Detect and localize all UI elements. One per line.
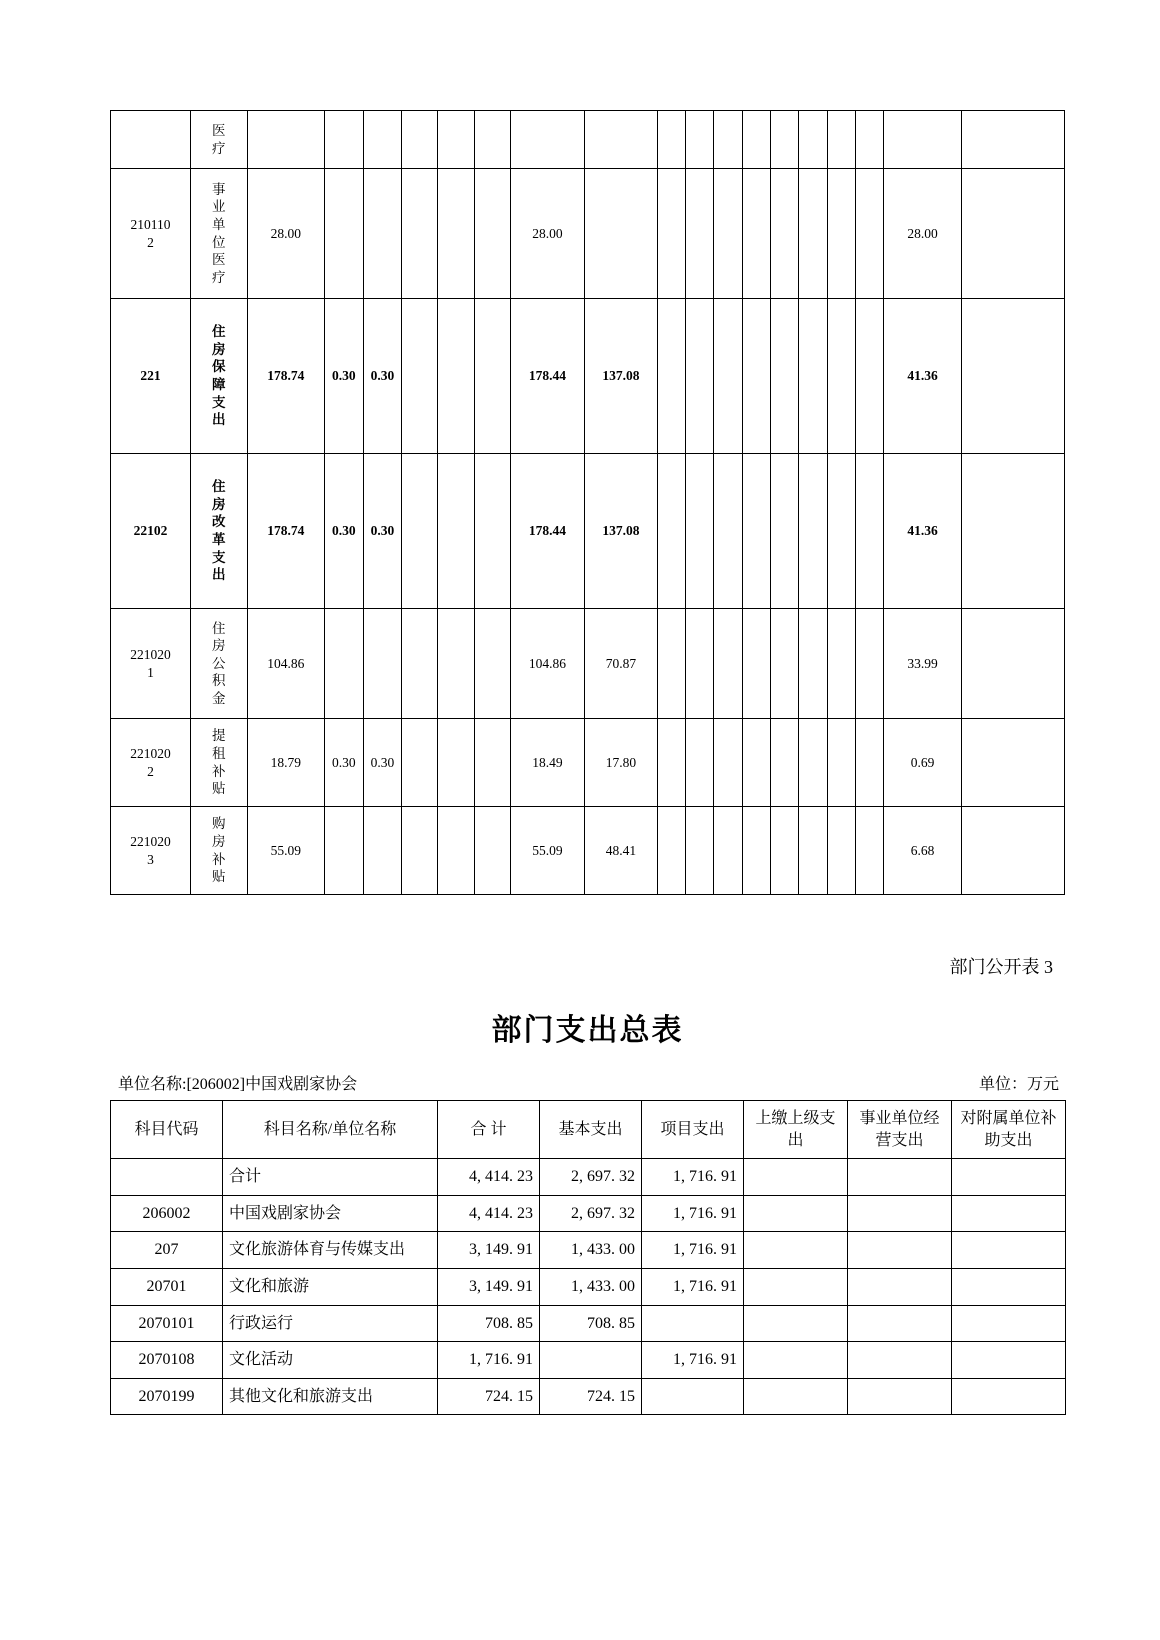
cell-value	[474, 719, 510, 807]
cell-code	[111, 454, 191, 609]
cell-code	[111, 807, 191, 895]
column-header-code: 科目代码	[111, 1101, 223, 1159]
cell-value: 178.44	[510, 454, 585, 609]
cell-value: 0.30	[363, 719, 402, 807]
cell-value	[742, 111, 770, 169]
cell-code-text: 22102	[133, 523, 168, 539]
cell-value: 0.30	[363, 454, 402, 609]
cell-name-text: 住房保障支出	[212, 324, 226, 428]
cell-name: 行政运行	[223, 1305, 438, 1342]
cell-value	[714, 111, 742, 169]
cell-value: 104.86	[510, 609, 585, 719]
table-row	[111, 1305, 1066, 1342]
cell-business	[848, 1195, 952, 1232]
cell-code	[111, 719, 191, 807]
cell-basic: 1, 433. 00	[540, 1232, 642, 1269]
cell-code-text: 2210201	[130, 646, 171, 680]
column-header-upper: 上缴上级支出	[744, 1101, 848, 1159]
cell-value	[799, 169, 827, 299]
cell-name	[190, 454, 247, 609]
cell-value: 0.69	[884, 719, 961, 807]
cell-value	[402, 169, 438, 299]
cell-total: 1, 716. 91	[438, 1342, 540, 1379]
cell-code-text: 221	[140, 368, 161, 384]
cell-business	[848, 1159, 952, 1196]
cell-value	[856, 719, 884, 807]
cell-value: 6.68	[884, 807, 961, 895]
table-row	[111, 454, 1065, 609]
cell-value: 33.99	[884, 609, 961, 719]
cell-value	[799, 609, 827, 719]
column-header-name: 科目名称/单位名称	[223, 1101, 438, 1159]
summary-table-body	[111, 1159, 1066, 1415]
cell-value	[827, 299, 855, 454]
cell-name: 文化旅游体育与传媒支出	[223, 1232, 438, 1269]
cell-business	[848, 1342, 952, 1379]
cell-value	[799, 454, 827, 609]
unit-name-label: 单位名称:[206002]中国戏剧家协会	[118, 1076, 358, 1093]
cell-value	[657, 299, 685, 454]
cell-value	[856, 609, 884, 719]
cell-value	[856, 807, 884, 895]
cell-upper	[744, 1378, 848, 1415]
cell-value: 178.44	[510, 299, 585, 454]
sheet-label: 部门公开表 3	[949, 957, 1053, 977]
cell-value: 104.86	[247, 609, 324, 719]
cell-value	[685, 719, 713, 807]
cell-code-text: 2101102	[130, 216, 171, 250]
table-row	[111, 111, 1065, 169]
cell-subsidy	[952, 1159, 1066, 1196]
cell-value	[714, 807, 742, 895]
cell-value	[685, 609, 713, 719]
table-row	[111, 1378, 1066, 1415]
amount-unit-label: 单位：万元	[978, 1076, 1059, 1093]
cell-value	[771, 454, 799, 609]
cell-value	[363, 807, 402, 895]
cell-name	[190, 299, 247, 454]
cell-value	[474, 169, 510, 299]
cell-code-text: 2210202	[130, 745, 171, 779]
page-title: 部门支出总表	[491, 1014, 684, 1047]
table-row	[111, 1195, 1066, 1232]
cell-value	[799, 807, 827, 895]
table-meta-row	[110, 1071, 1065, 1100]
cell-value: 28.00	[884, 169, 961, 299]
cell-value	[474, 299, 510, 454]
cell-value: 178.74	[247, 454, 324, 609]
cell-code: 20701	[111, 1268, 223, 1305]
cell-upper	[744, 1305, 848, 1342]
cell-value	[657, 454, 685, 609]
cell-business	[848, 1305, 952, 1342]
cell-business	[848, 1232, 952, 1269]
cell-value	[714, 719, 742, 807]
cell-business	[848, 1378, 952, 1415]
table-row	[111, 1342, 1066, 1379]
cell-value	[402, 111, 438, 169]
cell-value	[856, 454, 884, 609]
cell-name-text: 住房改革支出	[212, 479, 226, 583]
cell-value	[324, 609, 363, 719]
table-row	[111, 1232, 1066, 1269]
cell-basic: 2, 697. 32	[540, 1195, 642, 1232]
cell-value	[685, 111, 713, 169]
cell-value	[657, 719, 685, 807]
cell-value	[402, 299, 438, 454]
cell-value	[402, 719, 438, 807]
cell-value	[714, 169, 742, 299]
cell-value	[856, 111, 884, 169]
cell-basic	[540, 1342, 642, 1379]
cell-value	[742, 609, 770, 719]
cell-value	[438, 609, 474, 719]
table-row	[111, 807, 1065, 895]
cell-value	[799, 299, 827, 454]
cell-value	[771, 169, 799, 299]
cell-value: 17.80	[585, 719, 657, 807]
cell-value	[961, 299, 1064, 454]
cell-value	[685, 454, 713, 609]
cell-value	[884, 111, 961, 169]
cell-name-text: 事业单位医疗	[212, 181, 226, 285]
cell-value: 55.09	[510, 807, 585, 895]
column-header-total: 合 计	[438, 1101, 540, 1159]
cell-upper	[744, 1268, 848, 1305]
cell-value	[474, 609, 510, 719]
cell-project	[642, 1305, 744, 1342]
cell-name-text: 医疗	[212, 122, 226, 156]
cell-name	[190, 807, 247, 895]
cell-value: 28.00	[510, 169, 585, 299]
cell-name	[190, 609, 247, 719]
table-row	[111, 609, 1065, 719]
cell-value	[324, 111, 363, 169]
cell-value	[363, 609, 402, 719]
cell-value	[402, 807, 438, 895]
cell-value	[657, 609, 685, 719]
cell-code: 2070108	[111, 1342, 223, 1379]
cell-value: 41.36	[884, 299, 961, 454]
detail-table-body	[111, 111, 1065, 895]
cell-total: 3, 149. 91	[438, 1232, 540, 1269]
column-header-project: 项目支出	[642, 1101, 744, 1159]
cell-value	[827, 111, 855, 169]
cell-value	[961, 807, 1064, 895]
cell-value	[363, 169, 402, 299]
summary-table-head	[111, 1101, 1066, 1159]
cell-value	[799, 111, 827, 169]
cell-value: 28.00	[247, 169, 324, 299]
cell-value	[961, 169, 1064, 299]
cell-basic: 1, 433. 00	[540, 1268, 642, 1305]
cell-value	[510, 111, 585, 169]
column-header-business: 事业单位经营支出	[848, 1101, 952, 1159]
cell-value	[714, 609, 742, 719]
cell-name-text: 提租补贴	[212, 728, 226, 797]
cell-value	[474, 454, 510, 609]
cell-project: 1, 716. 91	[642, 1268, 744, 1305]
cell-value	[438, 169, 474, 299]
cell-code: 206002	[111, 1195, 223, 1232]
cell-value	[438, 807, 474, 895]
cell-subsidy	[952, 1268, 1066, 1305]
cell-upper	[744, 1232, 848, 1269]
column-header-basic: 基本支出	[540, 1101, 642, 1159]
cell-value	[657, 111, 685, 169]
cell-code: 207	[111, 1232, 223, 1269]
cell-basic: 724. 15	[540, 1378, 642, 1415]
cell-name-text: 住房公积金	[212, 620, 226, 706]
table-row	[111, 299, 1065, 454]
cell-value	[771, 807, 799, 895]
cell-value	[961, 609, 1064, 719]
cell-code: 2070101	[111, 1305, 223, 1342]
column-header-subsidy: 对附属单位补助支出	[952, 1101, 1066, 1159]
cell-value	[363, 111, 402, 169]
cell-value: 48.41	[585, 807, 657, 895]
table-header-row	[111, 1101, 1066, 1159]
cell-value	[827, 454, 855, 609]
cell-value	[714, 454, 742, 609]
cell-value	[402, 454, 438, 609]
cell-value	[247, 111, 324, 169]
department-expenditure-summary-table	[110, 1100, 1066, 1415]
cell-value	[438, 111, 474, 169]
cell-value	[685, 807, 713, 895]
cell-name: 文化和旅游	[223, 1268, 438, 1305]
cell-value	[771, 299, 799, 454]
cell-value	[856, 169, 884, 299]
cell-value	[856, 299, 884, 454]
cell-value	[685, 169, 713, 299]
cell-business	[848, 1268, 952, 1305]
cell-value: 178.74	[247, 299, 324, 454]
cell-code	[111, 1159, 223, 1196]
cell-value	[474, 111, 510, 169]
cell-value	[685, 299, 713, 454]
cell-project: 1, 716. 91	[642, 1195, 744, 1232]
cell-value: 18.79	[247, 719, 324, 807]
cell-value	[714, 299, 742, 454]
cell-name	[190, 169, 247, 299]
cell-total: 4, 414. 23	[438, 1159, 540, 1196]
cell-value: 137.08	[585, 299, 657, 454]
cell-project	[642, 1378, 744, 1415]
table-row	[111, 1268, 1066, 1305]
cell-subsidy	[952, 1342, 1066, 1379]
cell-value: 0.30	[324, 454, 363, 609]
cell-value	[742, 169, 770, 299]
cell-value	[402, 609, 438, 719]
cell-value	[438, 454, 474, 609]
cell-value	[657, 169, 685, 299]
cell-value: 0.30	[324, 719, 363, 807]
cell-total: 3, 149. 91	[438, 1268, 540, 1305]
cell-value	[771, 609, 799, 719]
cell-value	[742, 299, 770, 454]
cell-value: 18.49	[510, 719, 585, 807]
cell-code	[111, 299, 191, 454]
expenditure-detail-table	[110, 110, 1065, 895]
cell-value: 137.08	[585, 454, 657, 609]
cell-value	[827, 807, 855, 895]
cell-name	[190, 111, 247, 169]
cell-subsidy	[952, 1195, 1066, 1232]
cell-value	[585, 169, 657, 299]
cell-name-text: 购房补贴	[212, 816, 226, 885]
cell-value	[742, 454, 770, 609]
cell-value	[771, 111, 799, 169]
cell-code	[111, 609, 191, 719]
cell-value	[324, 169, 363, 299]
cell-name: 文化活动	[223, 1342, 438, 1379]
cell-value: 41.36	[884, 454, 961, 609]
cell-value: 70.87	[585, 609, 657, 719]
cell-value	[742, 807, 770, 895]
cell-name: 中国戏剧家协会	[223, 1195, 438, 1232]
cell-value	[961, 454, 1064, 609]
cell-basic: 2, 697. 32	[540, 1159, 642, 1196]
cell-value	[827, 719, 855, 807]
cell-total: 708. 85	[438, 1305, 540, 1342]
cell-value	[771, 719, 799, 807]
cell-value: 0.30	[363, 299, 402, 454]
cell-subsidy	[952, 1305, 1066, 1342]
cell-value	[324, 807, 363, 895]
cell-name: 其他文化和旅游支出	[223, 1378, 438, 1415]
cell-value	[827, 169, 855, 299]
cell-value	[961, 111, 1064, 169]
cell-value	[799, 719, 827, 807]
cell-value	[438, 719, 474, 807]
cell-code: 2070199	[111, 1378, 223, 1415]
cell-code-text: 2210203	[130, 833, 171, 867]
cell-upper	[744, 1159, 848, 1196]
cell-project: 1, 716. 91	[642, 1232, 744, 1269]
cell-code	[111, 169, 191, 299]
cell-value	[827, 609, 855, 719]
table-row	[111, 169, 1065, 299]
cell-value: 0.30	[324, 299, 363, 454]
cell-basic: 708. 85	[540, 1305, 642, 1342]
cell-name: 合计	[223, 1159, 438, 1196]
cell-value	[438, 299, 474, 454]
cell-name	[190, 719, 247, 807]
table-row	[111, 1159, 1066, 1196]
cell-value	[961, 719, 1064, 807]
cell-code	[111, 111, 191, 169]
cell-upper	[744, 1342, 848, 1379]
cell-upper	[744, 1195, 848, 1232]
cell-subsidy	[952, 1232, 1066, 1269]
cell-total: 4, 414. 23	[438, 1195, 540, 1232]
cell-project: 1, 716. 91	[642, 1159, 744, 1196]
cell-value	[474, 807, 510, 895]
cell-project: 1, 716. 91	[642, 1342, 744, 1379]
cell-value	[742, 719, 770, 807]
cell-value	[657, 807, 685, 895]
table-row	[111, 719, 1065, 807]
cell-value	[585, 111, 657, 169]
cell-subsidy	[952, 1378, 1066, 1415]
cell-value: 55.09	[247, 807, 324, 895]
cell-total: 724. 15	[438, 1378, 540, 1415]
